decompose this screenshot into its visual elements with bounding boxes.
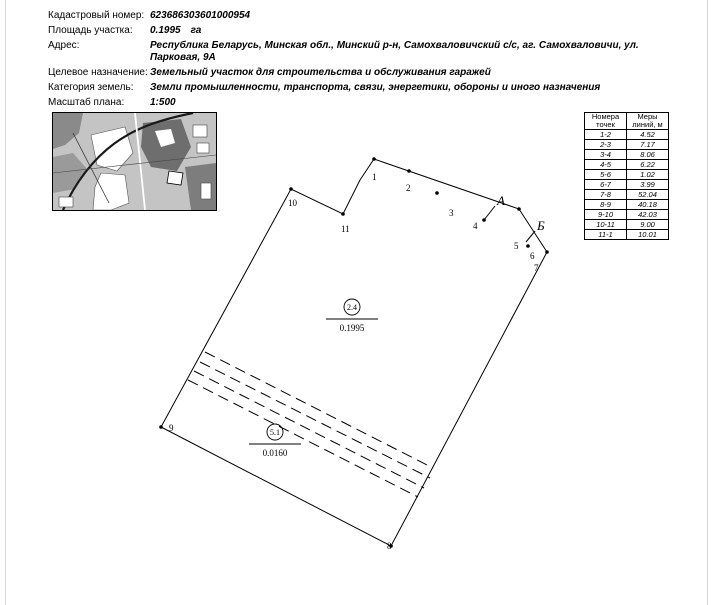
boundary-point-label: 9	[169, 423, 174, 433]
easement-dashed-lines	[188, 352, 433, 497]
points-cell: 2-3	[585, 140, 627, 150]
boundary-point-label: 3	[449, 208, 454, 218]
points-cell: 9-10	[585, 210, 627, 220]
category-value: Земли промышленности, транспорта, связи, энергетики, обороны и иного назначения	[150, 82, 601, 93]
area-value: 0.1995	[150, 25, 181, 36]
length-column-header: Меры линий, м	[627, 113, 669, 130]
points-cell: 6-7	[585, 180, 627, 190]
section-markers	[484, 206, 535, 242]
boundary-point-9	[159, 425, 163, 429]
boundary-point-label: 8	[387, 541, 392, 551]
points-cell: 10-11	[585, 220, 627, 230]
length-cell: 9.00	[627, 220, 669, 230]
parcel-main-area: 0.1995	[339, 323, 365, 333]
points-cell: 5-6	[585, 170, 627, 180]
boundary-point-10	[289, 187, 293, 191]
area-label: Площадь участка:	[48, 25, 133, 36]
boundary-point-label: 10	[288, 198, 297, 208]
cadastral-value: 623686303601000954	[150, 10, 251, 21]
scale-value: 1:500	[150, 97, 176, 108]
parcel-sub-id: 5.1	[270, 428, 280, 437]
boundary-points	[159, 157, 549, 551]
area-unit: га	[190, 25, 202, 36]
parcel-sub-area: 0.0160	[262, 448, 288, 458]
boundary-point-label: 11	[341, 224, 350, 234]
boundary-point-label: 2	[406, 183, 411, 193]
boundary-point-4	[482, 218, 486, 222]
length-cell: 1.02	[627, 170, 669, 180]
points-cell: 4-5	[585, 160, 627, 170]
address-line1: Республика Беларусь, Минская обл., Минский р-н, Самохваловичский с/с, аг. Самохваловичи, ул.	[150, 40, 639, 51]
scale-label: Масштаб плана:	[48, 97, 125, 108]
points-cell: 3-4	[585, 150, 627, 160]
boundary-point-label: 7	[534, 263, 539, 273]
boundary-point-11	[341, 212, 345, 216]
length-cell: 3.99	[627, 180, 669, 190]
points-column-header: Номера точек	[585, 113, 627, 130]
purpose-value: Земельный участок для строительства и обслуживания гаражей	[150, 67, 491, 78]
length-cell: 42.03	[627, 210, 669, 220]
points-cell: 7-8	[585, 190, 627, 200]
length-cell: 6.22	[627, 160, 669, 170]
purpose-label: Целевое назначение:	[48, 67, 148, 78]
length-cell: 4.52	[627, 130, 669, 140]
section-a-label: А	[497, 193, 505, 208]
cadastral-label: Кадастровый номер:	[48, 10, 145, 21]
boundary-point-label: 4	[473, 221, 478, 231]
boundary-point-1	[372, 157, 376, 161]
length-cell: 52.04	[627, 190, 669, 200]
category-label: Категория земель:	[48, 82, 134, 93]
length-cell: 8.06	[627, 150, 669, 160]
boundary-point-5	[517, 207, 521, 211]
boundary-point-3	[435, 191, 439, 195]
points-cell: 1-2	[585, 130, 627, 140]
boundary-point-2	[407, 169, 411, 173]
boundary-point-label: 1	[372, 172, 377, 182]
points-cell: 8-9	[585, 200, 627, 210]
address-line2: Парковая, 9А	[150, 52, 216, 63]
points-cell: 11-1	[585, 230, 627, 240]
length-cell: 10.01	[627, 230, 669, 240]
address-label: Адрес:	[48, 40, 80, 51]
section-b-label: Б	[537, 218, 545, 233]
length-cell: 40.18	[627, 200, 669, 210]
parcel-main-id: 2.4	[347, 303, 357, 312]
boundary-point-label: 5	[514, 241, 519, 251]
boundary-point-6	[526, 244, 530, 248]
boundary-point-label: 6	[530, 251, 535, 261]
boundary-point-7	[545, 250, 549, 254]
parcel-boundary	[161, 159, 547, 546]
length-cell: 7.17	[627, 140, 669, 150]
